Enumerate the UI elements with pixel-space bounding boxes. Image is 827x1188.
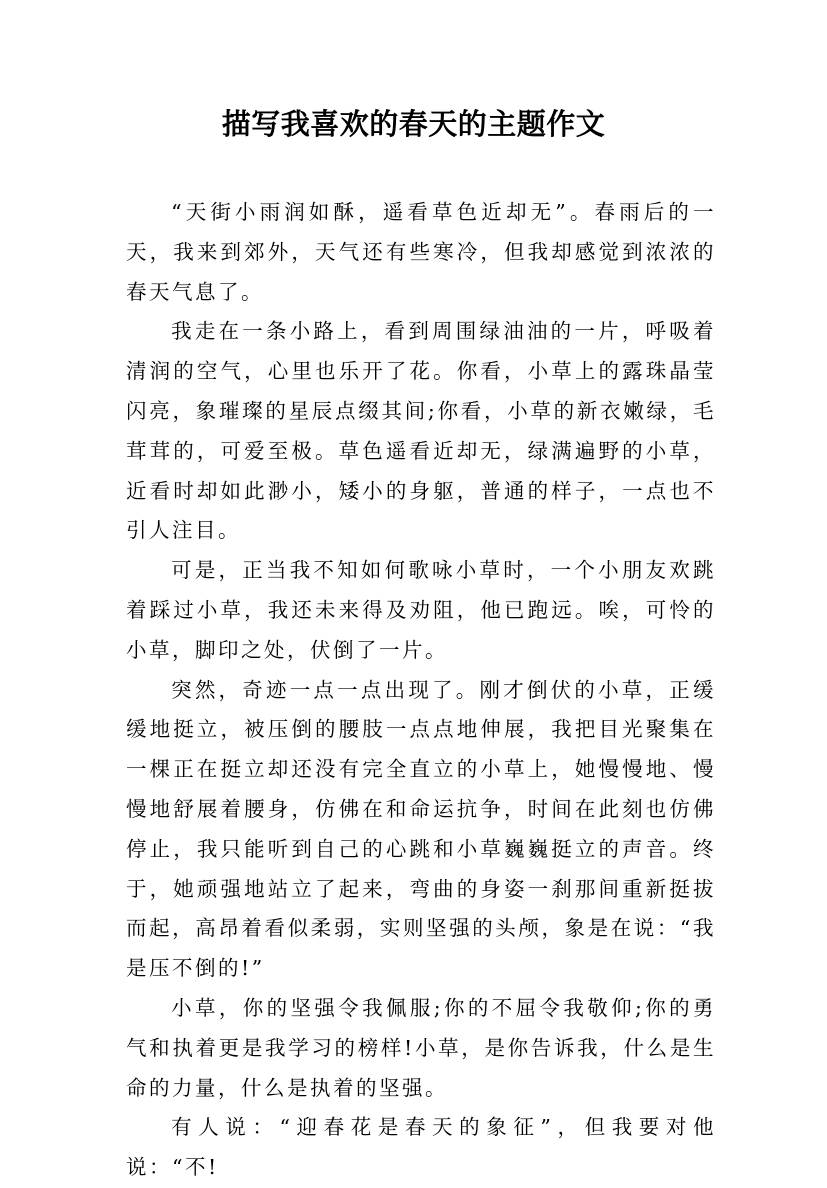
paragraph: 我走在一条小路上，看到周围绿油油的一片，呼吸着清润的空气，心里也乐开了花。你看，小草上的露珠晶莹闪亮，象璀璨的星辰点缀其间;你看，小草的新衣嫩绿，毛茸茸的，可爱至极。草色遥看近却无，绿满遍野的小草，近看时却如此渺小，矮小的身躯，普通的样子，一点也不引人注目。 <box>126 319 716 543</box>
paragraph: 小草，你的坚强令我佩服;你的不屈令我敬仰;你的勇气和执着更是我学习的榜样!小草，是你告诉我，什么是生命的力量，什么是执着的坚强。 <box>126 995 716 1100</box>
document-body <box>126 193 716 1188</box>
paragraph: 有人说：“迎春花是春天的象征”，但我要对他说：“不! <box>126 1115 716 1180</box>
paragraph: “天街小雨润如酥，遥看草色近却无”。春雨后的一天，我来到郊外，天气还有些寒冷，但我却感觉到浓浓的春天气息了。 <box>126 200 716 304</box>
document-title: 描写我喜欢的春天的主题作文 <box>221 107 606 141</box>
paragraph: 可是，正当我不知如何歌咏小草时，一个小朋友欢跳着踩过小草，我还未来得及劝阻，他已跑远。唉，可怜的小草，脚印之处，伏倒了一片。 <box>126 558 716 662</box>
paragraph: 突然，奇迹一点一点出现了。刚才倒伏的小草，正缓缓地挺立，被压倒的腰肢一点点地伸展，我把目光聚集在一棵正在挺立却还没有完全直立的小草上，她慢慢地、慢慢地舒展着腰身，仿佛在和命运抗争，时间在此刻也仿佛停止，我只能听到自己的心跳和小草巍巍挺立的声音。终于，她顽强地站立了起来，弯曲的身姿一刹那间重新挺拔而起，高昂着看似柔弱，实则坚强的头颅，象是在说：“我是压不倒的!” <box>126 677 716 981</box>
